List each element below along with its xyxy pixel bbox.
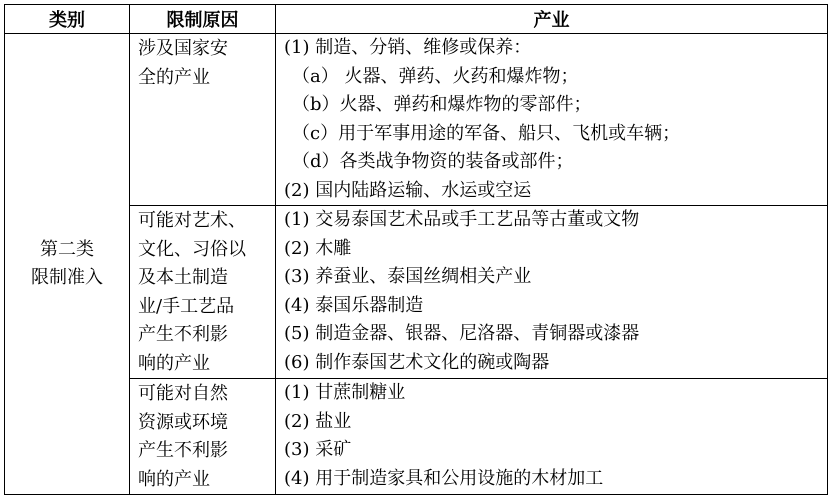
reason-line: 产生不利影 <box>138 440 228 461</box>
restriction-table <box>4 4 828 495</box>
reason-line: 响的产业 <box>138 352 210 374</box>
reason-cell <box>130 379 276 495</box>
category-cell <box>5 34 130 495</box>
reason-line: 涉及国家安 <box>138 38 228 59</box>
header-category: 类别 <box>5 5 130 34</box>
list-item: （c）用于军事用途的军备、船只、飞机或车辆； <box>292 122 681 144</box>
category-line: 限制准入 <box>31 267 103 288</box>
reason-line: 全的产业 <box>138 66 210 88</box>
list-item: (1) 制造、分销、维修或保养： <box>284 37 532 58</box>
list-item: （b）火器、弹药和爆炸物的零部件； <box>292 94 592 115</box>
list-item: （d）各类战争物资的装备或部件； <box>292 151 574 172</box>
reason-line: 文化、习俗以 <box>138 238 246 260</box>
reason-line: 可能对艺术、 <box>138 210 246 231</box>
list-item: (1) 交易泰国艺术品或手工艺品等古董或文物 <box>284 209 640 230</box>
list-item: (4) 用于制造家具和公用设施的木材加工 <box>284 467 604 489</box>
reason-line: 产生不利影 <box>138 324 228 345</box>
list-item: (2) 盐业 <box>284 410 352 432</box>
list-item: (4) 泰国乐器制造 <box>284 294 424 316</box>
table-row <box>5 34 828 206</box>
reason-line: 及本土制造 <box>138 267 228 288</box>
header-reason: 限制原因 <box>130 5 276 34</box>
header-row <box>5 5 828 34</box>
reason-line: 资源或环境 <box>138 411 228 433</box>
list-item: （a） 火器、弹药、火药和爆炸物； <box>292 65 579 87</box>
list-item: (2) 国内陆路运输、水运或空运 <box>284 179 532 201</box>
list-item: (2) 木雕 <box>284 237 352 259</box>
header-industry: 产业 <box>276 5 828 34</box>
industry-cell <box>276 379 828 495</box>
reason-line: 业/手工艺品 <box>138 295 235 317</box>
list-item: (5) 制造金器、银器、尼洛器、青铜器或漆器 <box>284 323 640 344</box>
reason-line: 响的产业 <box>138 468 210 490</box>
list-item: (1) 甘蔗制糖业 <box>284 382 406 403</box>
reason-cell <box>130 34 276 206</box>
list-item: (6) 制作泰国艺术文化的碗或陶器 <box>284 351 550 373</box>
list-item: (3) 养蚕业、泰国丝绸相关产业 <box>284 266 532 287</box>
category-line: 第二类 <box>40 239 94 260</box>
reason-cell <box>130 206 276 379</box>
reason-line: 可能对自然 <box>138 383 228 404</box>
industry-cell <box>276 206 828 379</box>
industry-cell <box>276 34 828 206</box>
list-item: (3) 采矿 <box>284 439 352 460</box>
